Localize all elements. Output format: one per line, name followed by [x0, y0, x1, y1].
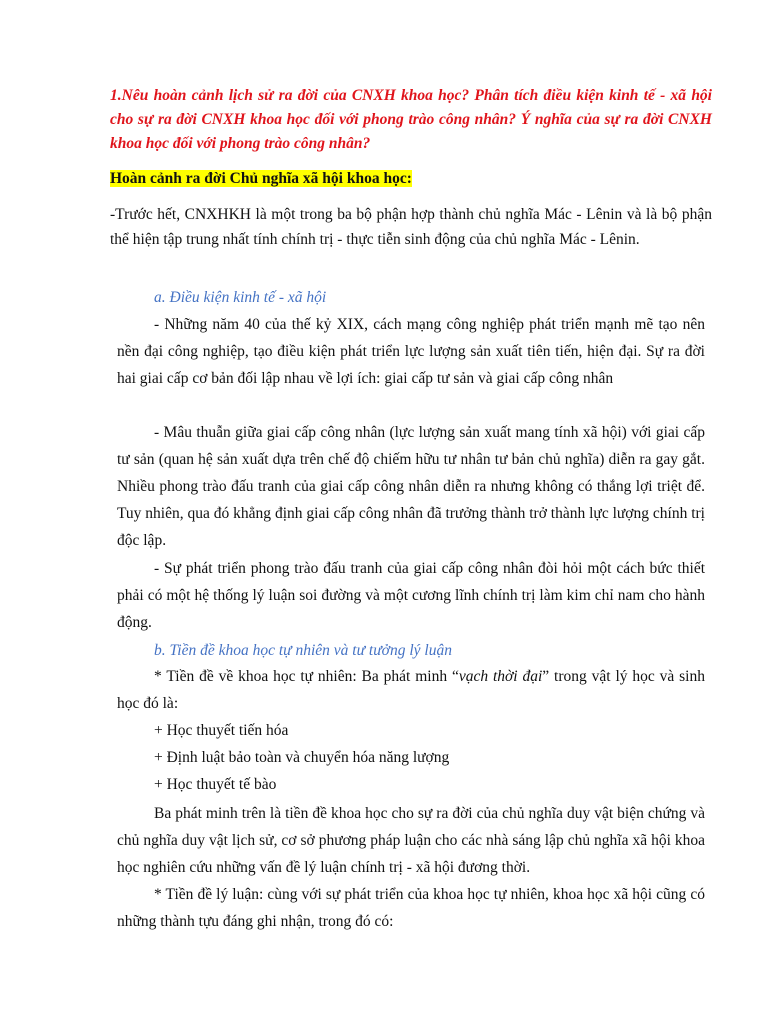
intro-paragraph: -Trước hết, CNXHKH là một trong ba bộ phận hợp thành chủ nghĩa Mác - Lênin và là bộ phận thể hiện tập trung nhất tính chính trị - thực tiễn sinh động của chủ nghĩa Mác - Lênin. [110, 206, 712, 248]
paragraph-b2: Ba phát minh trên là tiền đề khoa học cho sự ra đời của chủ nghĩa duy vật biện chứng và chủ nghĩa duy vật lịch sử, cơ sở phương pháp luận cho các nhà sáng lập chủ nghĩa xã hội khoa học nghiên cứu những vấn đề lý luận chính trị - xã hội đương thời. [117, 805, 705, 876]
section-heading [110, 168, 412, 190]
paragraph-b1-start: * Tiền đề về khoa học tự nhiên: Ba phát minh “ [154, 668, 459, 685]
subheading-a: a. Điều kiện kinh tế - xã hội [154, 289, 327, 306]
paragraph-a2: - Mâu thuẫn giữa giai cấp công nhân (lực lượng sản xuất mang tính xã hội) với giai cấp tư sản (quan hệ sản xuất dựa trên chế độ chiếm hữu tư nhân tư bản chủ nghĩa) diễn ra gay gắt. Nhiều phong trào đấu tranh của giai cấp công nhân diễn ra nhưng không có thắng lợi triệt để. Tuy nhiên, qua đó khẳng định giai cấp công nhân đã trưởng thành trở thành lực lượng chính trị độc lập. [117, 424, 705, 549]
paragraph-b1-italic: vạch thời đại [458, 668, 543, 685]
paragraph-a1: - Những năm 40 của thế kỷ XIX, cách mạng công nghiệp phát triển mạnh mẽ tạo nên nền đại công nghiệp, tạo điều kiện phát triển lực lượng sản xuất tiên tiến, hiện đại. Sự ra đời hai giai cấp cơ bản đối lập nhau về lợi ích: giai cấp tư sản và giai cấp công nhân [117, 316, 705, 387]
list-item-evolution: + Học thuyết tiến hóa [154, 722, 289, 739]
highlighted-heading-text: Hoàn cảnh ra đời Chủ nghĩa xã hội khoa học: [110, 170, 412, 187]
paragraph-b1-end: ” trong vật lý học và sinh học đó là: [117, 668, 705, 712]
paragraph-b1 [117, 663, 705, 717]
paragraph-a3: - Sự phát triển phong trào đấu tranh của giai cấp công nhân đòi hỏi một cách bức thiết phải có một hệ thống lý luận soi đường và một cương lĩnh chính trị làm kim chỉ nam cho hành động. [117, 560, 705, 631]
subheading-b: b. Tiền đề khoa học tự nhiên và tư tưởng lý luận [154, 642, 452, 659]
list-item-cell-theory: + Học thuyết tế bào [154, 776, 277, 793]
question-title: 1.Nêu hoàn cảnh lịch sử ra đời của CNXH khoa học? Phân tích điều kiện kinh tế - xã hội cho sự ra đời CNXH khoa học đối với phong trào công nhân? Ý nghĩa của sự ra đời CNXH khoa học đối với phong trào công nhân? [110, 87, 712, 152]
list-item-energy-law: + Định luật bảo toàn và chuyển hóa năng lượng [154, 749, 450, 766]
paragraph-b3: * Tiền đề lý luận: cùng với sự phát triển của khoa học tự nhiên, khoa học xã hội cũng có những thành tựu đáng ghi nhận, trong đó có: [117, 886, 705, 930]
